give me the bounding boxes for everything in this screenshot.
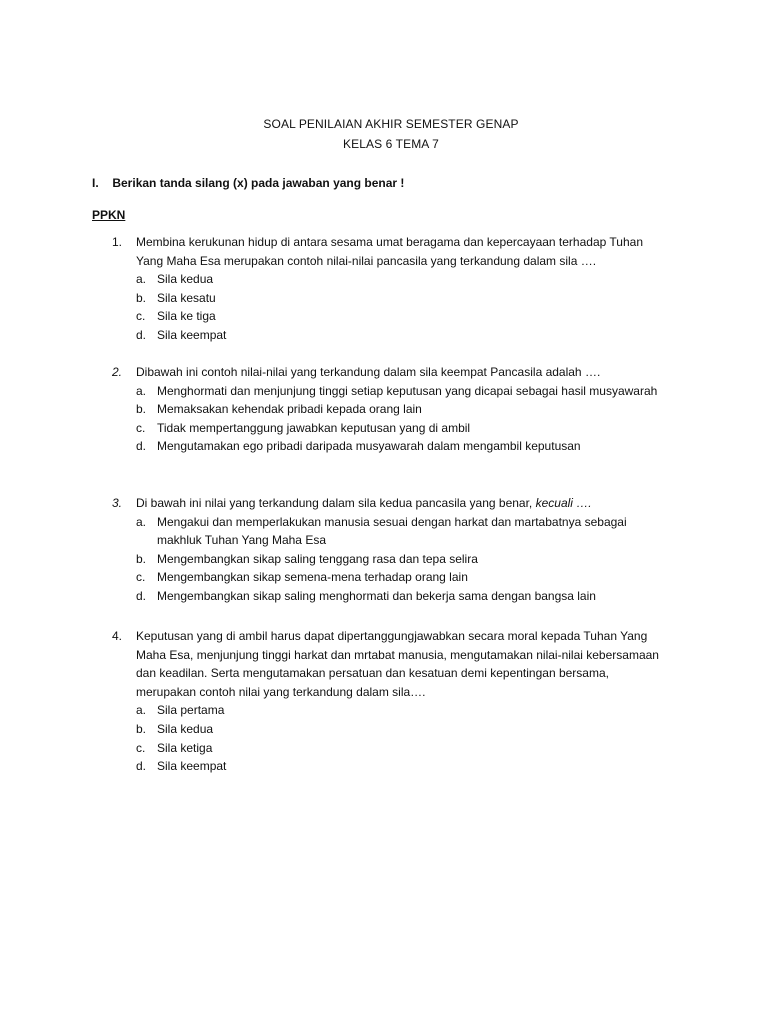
option-item xyxy=(112,701,672,720)
option-text: Mengembangkan sikap semena-mena terhadap orang lain xyxy=(157,570,468,585)
question-text-main: Di bawah ini nilai yang terkandung dalam sila kedua pancasila yang benar, xyxy=(136,496,533,510)
option-letter: b. xyxy=(136,402,147,417)
option-text: Sila keempat xyxy=(157,327,227,342)
option-text: Mengakui dan memperlakukan manusia sesuai dengan harkat dan martabatnya sebagai makhluk Tuhan Yang Maha Esa xyxy=(157,514,627,548)
option-item xyxy=(112,326,672,345)
option-item xyxy=(112,513,672,550)
option-item xyxy=(112,550,672,569)
option-text: Sila pertama xyxy=(157,703,225,718)
option-letter: c. xyxy=(136,740,146,755)
option-letter: b. xyxy=(136,551,147,566)
option-text: Mengembangkan sikap saling tenggang rasa dan tepa selira xyxy=(157,551,478,566)
option-item xyxy=(112,270,672,289)
option-item xyxy=(112,757,672,776)
option-text: Tidak mempertanggung jawabkan keputusan yang di ambil xyxy=(157,420,471,435)
question-text: Membina kerukunan hidup di antara sesama umat beragama dan kepercayaan terhadap Tuhan Yang Maha Esa merupakan contoh nilai-nilai pancasila yang terkandung dalam sila …. xyxy=(136,235,643,268)
section-instruction xyxy=(92,173,404,193)
question-2 xyxy=(112,363,672,456)
document-subtitle: KELAS 6 TEMA 7 xyxy=(343,137,439,151)
question-4 xyxy=(112,627,672,776)
option-letter: a. xyxy=(136,703,147,718)
option-list xyxy=(112,270,672,344)
option-text: Mengembangkan sikap saling menghormati dan bekerja sama dengan bangsa lain xyxy=(157,588,596,603)
option-item xyxy=(112,587,672,606)
section-number: I. xyxy=(92,176,99,190)
option-item xyxy=(112,568,672,587)
question-number: 2. xyxy=(112,365,123,379)
option-item xyxy=(112,400,672,419)
option-item xyxy=(112,720,672,739)
option-item xyxy=(112,307,672,326)
option-letter: c. xyxy=(136,309,146,324)
question-3 xyxy=(112,494,672,606)
option-list xyxy=(112,701,672,775)
option-text: Sila kedua xyxy=(157,721,214,736)
question-number: 3. xyxy=(112,496,123,510)
option-letter: c. xyxy=(136,570,146,585)
option-letter: b. xyxy=(136,290,147,305)
option-text: Menghormati dan menjunjung tinggi setiap keputusan yang dicapai sebagai hasil musyawarah xyxy=(157,383,658,398)
option-letter: d. xyxy=(136,327,147,342)
option-item xyxy=(112,419,672,438)
option-text: Sila ketiga xyxy=(157,740,213,755)
option-letter: a. xyxy=(136,383,147,398)
document-title: SOAL PENILAIAN AKHIR SEMESTER GENAP xyxy=(263,117,519,131)
option-letter: a. xyxy=(136,272,147,287)
option-list xyxy=(112,382,672,456)
option-letter: a. xyxy=(136,514,147,529)
option-text: Mengutamakan ego pribadi daripada musyawarah dalam mengambil keputusan xyxy=(157,439,581,454)
question-text: Dibawah ini contoh nilai-nilai yang terkandung dalam sila keempat Pancasila adalah …. xyxy=(136,365,601,379)
option-item xyxy=(112,382,672,401)
question-text xyxy=(136,494,672,513)
question-1 xyxy=(112,233,672,345)
question-text: Keputusan yang di ambil harus dapat dipertanggungjawabkan secara moral kepada Tuhan Yang Maha Esa, menjunjung tinggi harkat dan mrtabat manusia, mengutamakan nilai-nilai kebersamaan dan keadilan. Serta mengutamakan persatuan dan kesatuan demi kepentingan bersama, merupakan contoh nilai yang terkandung dalam sila…. xyxy=(136,629,659,699)
option-text: Sila kedua xyxy=(157,272,214,287)
question-text-emphasis: kecuali …. xyxy=(535,496,592,510)
option-item xyxy=(112,437,672,456)
option-letter: d. xyxy=(136,588,147,603)
option-letter: c. xyxy=(136,420,146,435)
option-letter: d. xyxy=(136,759,147,774)
question-number: 1. xyxy=(112,235,123,249)
option-text: Memaksakan kehendak pribadi kepada orang lain xyxy=(157,402,422,417)
subject-heading: PPKN xyxy=(92,208,126,222)
document-header xyxy=(0,114,768,154)
section-instruction-text: Berikan tanda silang (x) pada jawaban yang benar ! xyxy=(112,176,405,190)
option-list xyxy=(112,513,672,606)
option-letter: b. xyxy=(136,721,147,736)
option-item xyxy=(112,739,672,758)
option-text: Sila keempat xyxy=(157,759,227,774)
option-text: Sila ke tiga xyxy=(157,309,216,324)
question-number: 4. xyxy=(112,629,123,643)
option-item xyxy=(112,289,672,308)
option-text: Sila kesatu xyxy=(157,290,216,305)
option-letter: d. xyxy=(136,439,147,454)
